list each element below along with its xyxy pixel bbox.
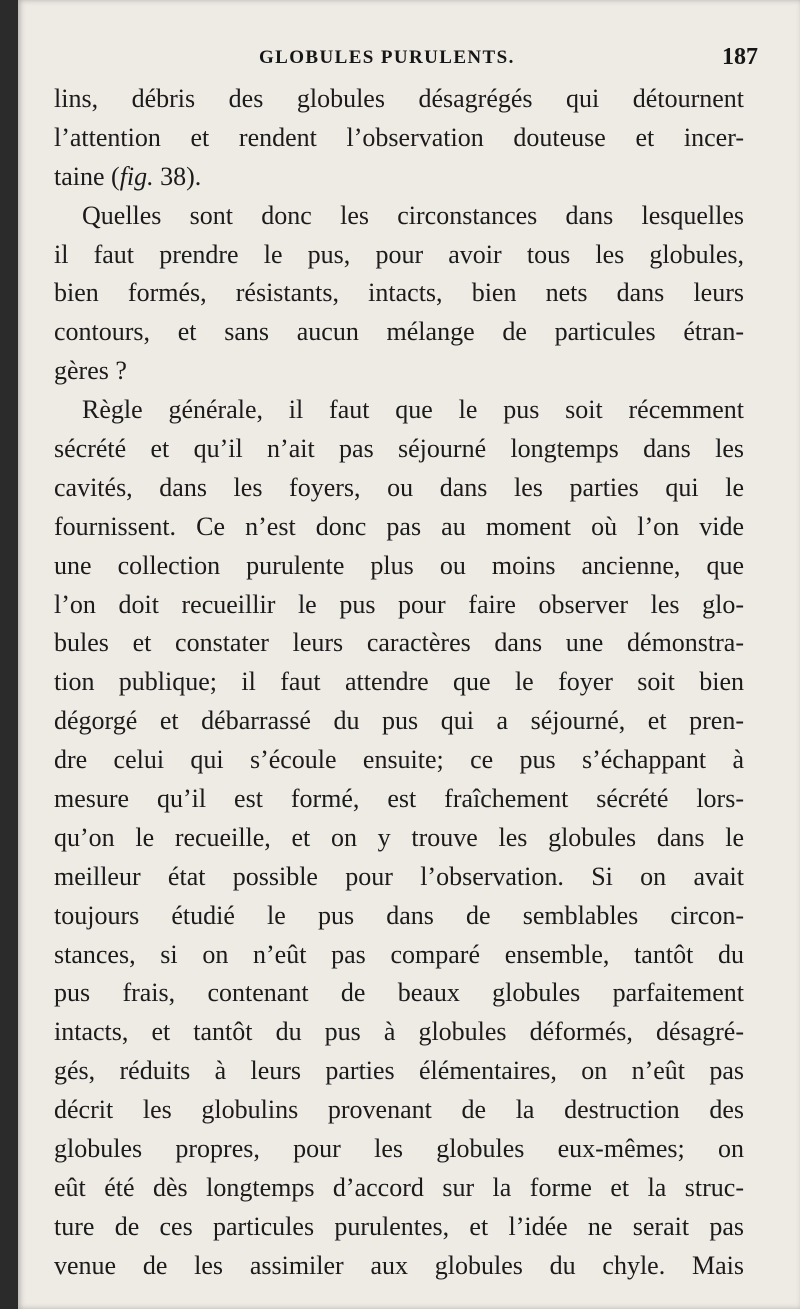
text-line: intacts, et tantôt du pus à globules déformés, désagré- [54, 1017, 744, 1047]
text-line: Règle générale, il faut que le pus soit récemment [82, 395, 744, 425]
text-line: venue de les assimiler aux globules du chyle. Mais [54, 1250, 744, 1280]
page-header [18, 44, 800, 74]
text-line: globules propres, pour les globules eux-mêmes; on [54, 1134, 744, 1164]
text-line: dégorgé et débarrassé du pus qui a séjourné, et pren- [54, 706, 744, 736]
text-line: lins, débris des globules désagrégés qui détournent [54, 84, 744, 113]
text-line: contours, et sans aucun mélange de particules étran- [54, 317, 744, 347]
text-line: une collection purulente plus ou moins ancienne, que [54, 550, 744, 580]
text-line: bien formés, résistants, intacts, bien nets dans leurs [54, 278, 744, 308]
text-line: fournissent. Ce n’est donc pas au moment où l’on vide [54, 511, 744, 541]
text-fragment: 38). [153, 161, 202, 191]
text-line: toujours étudié le pus dans de semblables circon- [54, 900, 744, 930]
text-line: il faut prendre le pus, pour avoir tous les globules, [54, 239, 744, 269]
text-line: décrit les globulins provenant de la destruction des [54, 1095, 744, 1125]
text-line: meilleur état possible pour l’observation. Si on avait [54, 861, 744, 891]
text-line: stances, si on n’eût pas comparé ensemble, tantôt du [54, 939, 744, 969]
figure-reference: fig. [119, 161, 154, 191]
text-line: sécrété et qu’il n’ait pas séjourné longtemps dans les [54, 434, 744, 464]
text-line: Quelles sont donc les circonstances dans lesquelles [82, 200, 744, 230]
text-line: mesure qu’il est formé, est fraîchement sécrété lors- [54, 784, 744, 814]
text-line: pus frais, contenant de beaux globules parfaitement [54, 978, 744, 1008]
text-line: gères ? [54, 356, 127, 386]
text-line: cavités, dans les foyers, ou dans les parties qui le [54, 472, 744, 502]
text-line: tion publique; il faut attendre que le foyer soit bien [54, 667, 744, 697]
text-line: l’on doit recueillir le pus pour faire observer les glo- [54, 589, 744, 619]
text-line: bules et constater leurs caractères dans une démonstra- [54, 628, 744, 658]
text-line: dre celui qui s’écoule ensuite; ce pus s’échappant à [54, 745, 744, 775]
text-line: qu’on le recueille, et on y trouve les globules dans le [54, 822, 744, 852]
book-page [18, 0, 800, 1309]
text-line: l’attention et rendent l’observation douteuse et incer- [54, 122, 744, 152]
text-fragment: taine ( [54, 161, 120, 191]
text-line: eût été dès longtemps d’accord sur la forme et la struc- [54, 1172, 744, 1202]
text-line: gés, réduits à leurs parties élémentaires, on n’eût pas [54, 1056, 744, 1086]
page-number: 187 [722, 44, 758, 70]
text-line: ture de ces particules purulentes, et l’idée ne serait pas [54, 1211, 744, 1241]
text-line [54, 158, 744, 197]
body-text [54, 80, 744, 1286]
running-title: GLOBULES PURULENTS. [259, 47, 515, 68]
